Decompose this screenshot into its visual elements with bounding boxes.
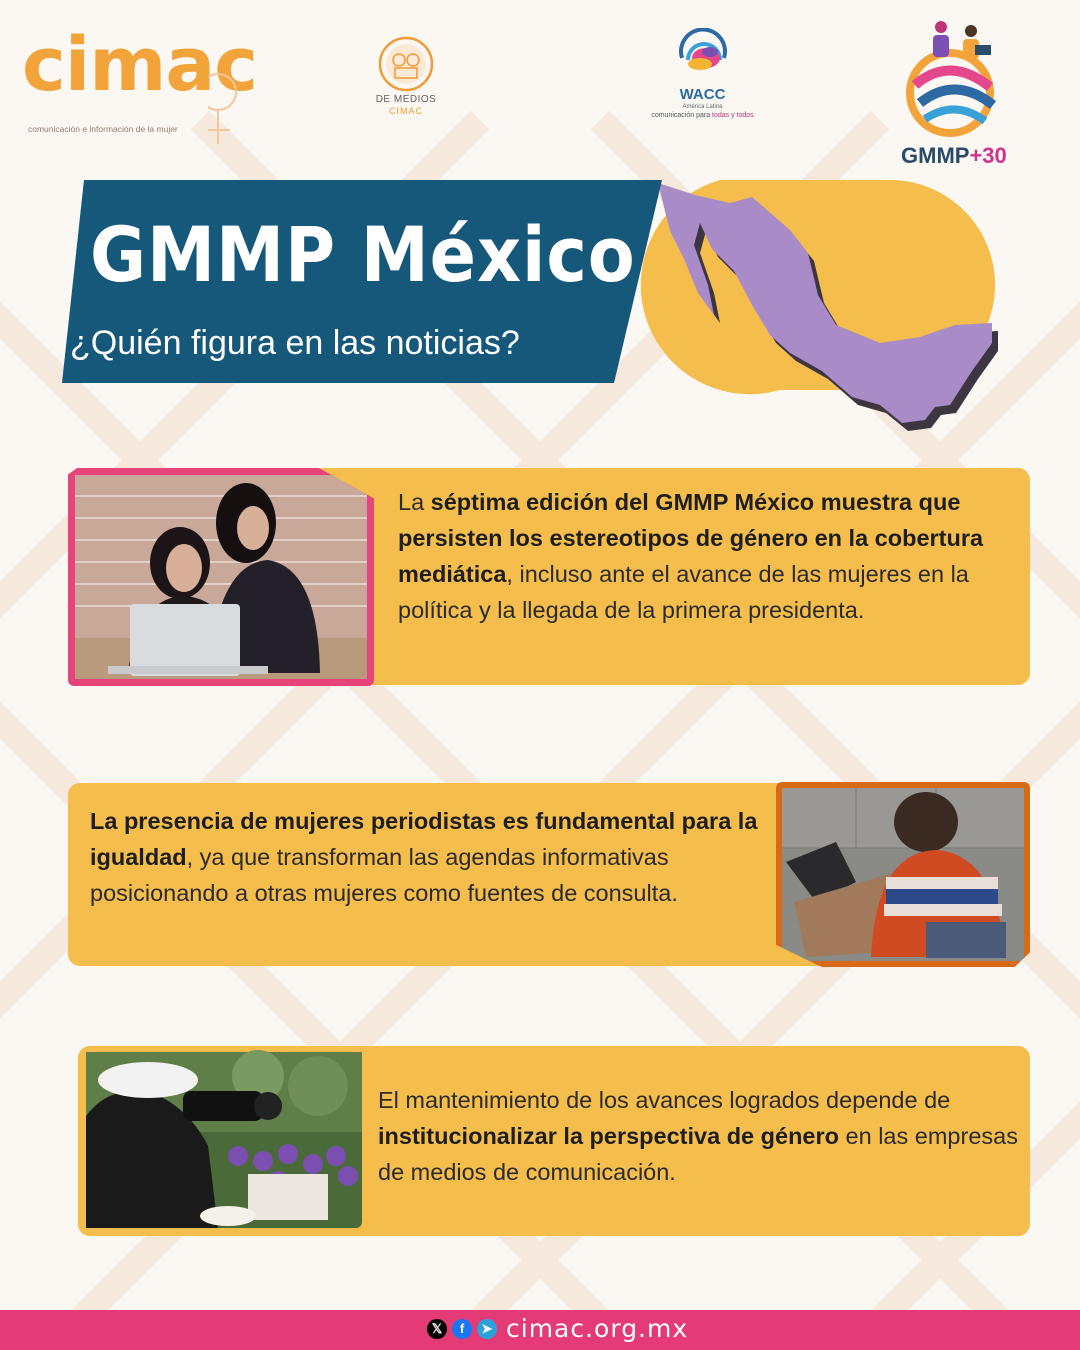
photo-women-at-laptop: [68, 468, 374, 686]
gmmp30-logo: [895, 15, 1025, 175]
info-card-3-text: [378, 1082, 1018, 1190]
facebook-icon[interactable]: f: [452, 1319, 472, 1339]
photo-child-protest-sign: [776, 782, 1030, 967]
card2-seg1: La presencia de mujeres periodistas es fundamental para la igualdad: [90, 808, 758, 870]
photo-child-protest-sign-image: [776, 782, 1030, 967]
cimac-wordmark: cimac: [22, 22, 258, 108]
wacc-tagline-prefix: comunicación para: [651, 112, 713, 119]
x-icon[interactable]: 𝕏: [427, 1319, 447, 1339]
wacc-name: WACC: [679, 86, 726, 103]
observatorio-logo: [368, 28, 444, 118]
photo-women-at-laptop-image: [68, 468, 374, 686]
gmmp-label-suffix: +30: [969, 143, 1007, 168]
card1-seg2: séptima edición del GMMP México muestra que persisten los estereotipos de género en la cobertura mediática: [398, 489, 984, 587]
wacc-globe-icon: [650, 28, 755, 86]
observatorio-line3: CIMAC: [389, 106, 423, 116]
card3-seg2: institucionalizar la perspectiva de género: [378, 1123, 840, 1149]
page-title: GMMP México: [90, 210, 636, 299]
info-card-2-text: [90, 803, 790, 911]
info-card-1-text: [398, 484, 1018, 628]
venus-icon: [208, 72, 238, 147]
observatorio-line2: DE MEDIOS: [375, 94, 437, 105]
page-subtitle: ¿Quién figura en las noticias?: [70, 324, 520, 362]
telegram-icon[interactable]: ➤: [477, 1319, 497, 1339]
card3-seg3: en las empresas de medios de comunicación.: [378, 1123, 1018, 1185]
wacc-logo: [650, 28, 760, 123]
wacc-region: América Latina: [682, 104, 723, 110]
gmmp-label-text: GMMP: [901, 143, 970, 168]
cimac-tagline: comunicación e información de la mujer: [28, 124, 178, 134]
card3-seg1: El mantenimiento de los avances logrados depende de: [378, 1087, 951, 1113]
gmmp-label: [901, 143, 1007, 169]
card2-seg2: , ya que transforman las agendas informativas posicionando a otras mujeres como fuentes de consulta.: [90, 844, 678, 906]
footer-bar: [0, 1310, 1080, 1350]
gmmp-illustration-icon: [895, 15, 1025, 140]
website-link[interactable]: cimac.org.mx: [506, 1314, 689, 1343]
title-banner: [62, 180, 662, 383]
wacc-tagline-highlight: todas y todos: [712, 112, 754, 119]
mexico-map-illustration: [640, 175, 1020, 440]
photo-photographer-at-march: [78, 1046, 372, 1236]
card1-seg1: La: [398, 489, 431, 515]
photo-photographer-at-march-image: [78, 1046, 372, 1236]
observatorio-emblem-icon: [368, 28, 444, 94]
wacc-tagline: [650, 112, 755, 119]
card1-seg3: , incluso ante el avance de las mujeres en la política y la llegada de la primera presidenta.: [398, 561, 969, 623]
cimac-logo: [22, 22, 258, 134]
